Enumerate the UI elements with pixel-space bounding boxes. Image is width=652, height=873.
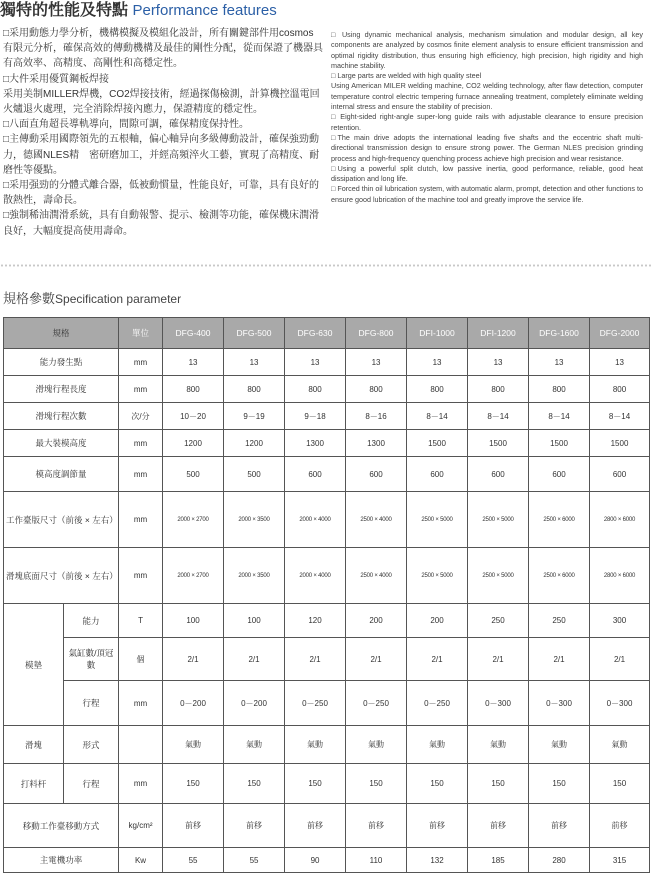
spec-row	[4, 492, 650, 548]
value-cell: 8－14	[529, 403, 590, 430]
value-cell: 150	[346, 764, 407, 804]
value-cell: 315	[590, 848, 650, 873]
feature-cn-7: □強制稀油潤滑系統，具有自動報警、提示、檢測等功能，確保機床潤滑良好，大幅度提高使用壽命。	[3, 210, 320, 237]
value-cell: 8－14	[468, 403, 529, 430]
spec-row	[4, 604, 650, 638]
value-cell: 氣動	[529, 726, 590, 764]
value-cell: 600	[346, 457, 407, 492]
unit-cell: mm	[119, 349, 163, 376]
spec-title	[3, 288, 181, 307]
value-cell: 2500 × 4000	[346, 492, 407, 548]
value-cell: 氣動	[163, 726, 224, 764]
row-label: 移動工作臺移動方式	[4, 804, 119, 848]
value-cell: 2500 × 5000	[407, 492, 468, 548]
value-cell: 2500 × 6000	[529, 492, 590, 548]
value-cell: 13	[224, 349, 285, 376]
value-cell: 前移	[407, 804, 468, 848]
value-cell: 250	[529, 604, 590, 638]
value-cell: 0－200	[224, 681, 285, 726]
row-label: 滑塊底面尺寸（前後 × 左右）	[4, 548, 119, 604]
value-cell: 150	[590, 764, 650, 804]
value-cell: 0－200	[163, 681, 224, 726]
value-cell: 800	[468, 376, 529, 403]
header-model: DFG-630	[285, 318, 346, 349]
unit-cell: mm	[119, 457, 163, 492]
value-cell: 2000 × 4000	[285, 492, 346, 548]
value-cell: 2800 × 6000	[590, 548, 650, 604]
value-cell: 氣動	[590, 726, 650, 764]
value-cell: 前移	[590, 804, 650, 848]
group-label-knockout: 打料杆	[4, 764, 64, 804]
features-en-column	[331, 30, 643, 205]
row-label: 最大裝模高度	[4, 430, 119, 457]
value-cell: 200	[346, 604, 407, 638]
value-cell: 2000 × 4000	[285, 548, 346, 604]
feature-cn-6: □采用强勁的分體式離合器，低被動慣量，性能良好，可靠，具有良好的散熱性，壽命長。	[3, 180, 320, 207]
row-label: 滑塊行程次數	[4, 403, 119, 430]
group-label-die-cushion: 模墊	[4, 604, 64, 726]
value-cell: 1300	[346, 430, 407, 457]
value-cell: 13	[407, 349, 468, 376]
features-cn-column	[3, 26, 323, 239]
value-cell: 2/1	[407, 638, 468, 681]
row-label: 能力發生點	[4, 349, 119, 376]
value-cell: 1500	[529, 430, 590, 457]
value-cell: 9－18	[285, 403, 346, 430]
value-cell: 800	[285, 376, 346, 403]
feature-en-5: □The main drive adopts the international leading five shafts and the eccentric shaft multi-directional transmission design to ensure strong power. The German NLES precision grinding process and high-frequency quenching process achieve high precision and wear resistance.	[331, 132, 643, 163]
value-cell: 13	[346, 349, 407, 376]
value-cell: 氣動	[224, 726, 285, 764]
value-cell: 2000 × 3500	[224, 492, 285, 548]
value-cell: 13	[285, 349, 346, 376]
value-cell: 2/1	[224, 638, 285, 681]
value-cell: 2000 × 2700	[163, 492, 224, 548]
unit-cell: mm	[119, 681, 163, 726]
value-cell: 2/1	[590, 638, 650, 681]
value-cell: 90	[285, 848, 346, 873]
value-cell: 2500 × 5000	[468, 548, 529, 604]
feature-cn-4: □八面直角超長導軌導向，間隙可調，確保精度保持性。	[3, 119, 250, 131]
spec-row	[4, 457, 650, 492]
value-cell: 氣動	[285, 726, 346, 764]
value-cell: 55	[163, 848, 224, 873]
value-cell: 800	[346, 376, 407, 403]
value-cell: 1500	[468, 430, 529, 457]
value-cell: 前移	[163, 804, 224, 848]
value-cell: 2500 × 5000	[407, 548, 468, 604]
spec-row	[4, 804, 650, 848]
title-en: Performance features	[132, 2, 277, 19]
value-cell: 185	[468, 848, 529, 873]
value-cell: 2500 × 6000	[529, 548, 590, 604]
unit-cell	[119, 726, 163, 764]
unit-cell: kg/cm²	[119, 804, 163, 848]
value-cell: 前移	[529, 804, 590, 848]
value-cell: 1500	[407, 430, 468, 457]
spec-row	[4, 548, 650, 604]
unit-cell: mm	[119, 492, 163, 548]
value-cell: 1200	[224, 430, 285, 457]
header-model: DFG-2000	[590, 318, 650, 349]
value-cell: 250	[468, 604, 529, 638]
value-cell: 0－300	[590, 681, 650, 726]
row-label: 行程	[64, 681, 119, 726]
value-cell: 8－14	[590, 403, 650, 430]
value-cell: 前移	[346, 804, 407, 848]
feature-en-7: □ Forced thin oil lubrication system, with automatic alarm, prompt, detection and other functions to ensure good lubrication of the machine tool and greatly improve the service life.	[331, 184, 643, 204]
spec-title-en: Specification parameter	[55, 292, 182, 306]
feature-cn-2: □大件采用優質鋼板焊接	[3, 73, 110, 85]
value-cell: 2/1	[468, 638, 529, 681]
value-cell: 500	[163, 457, 224, 492]
spec-row	[4, 638, 650, 681]
value-cell: 0－250	[285, 681, 346, 726]
value-cell: 100	[224, 604, 285, 638]
header-model: DFG-500	[224, 318, 285, 349]
value-cell: 600	[468, 457, 529, 492]
value-cell: 800	[529, 376, 590, 403]
spec-row	[4, 681, 650, 726]
value-cell: 0－250	[407, 681, 468, 726]
value-cell: 2/1	[163, 638, 224, 681]
spec-row	[4, 349, 650, 376]
value-cell: 13	[163, 349, 224, 376]
header-spec-label: 規格	[4, 318, 119, 349]
value-cell: 150	[529, 764, 590, 804]
row-label: 形式	[64, 726, 119, 764]
spec-row	[4, 430, 650, 457]
unit-cell: Kw	[119, 848, 163, 873]
unit-cell: mm	[119, 764, 163, 804]
dotted-divider	[0, 264, 652, 267]
value-cell: 13	[590, 349, 650, 376]
value-cell: 2/1	[346, 638, 407, 681]
spec-header-row	[4, 318, 650, 349]
value-cell: 2/1	[285, 638, 346, 681]
unit-cell: 次/分	[119, 403, 163, 430]
unit-cell: 個	[119, 638, 163, 681]
feature-cn-3: 采用美制MILLER焊機，CO2焊接技術，經過探傷檢測，計算機控溫電回火爐退火處理，完全消除焊接內應力，保證精度的穩定性。	[3, 88, 320, 116]
feature-en-3: Using American MILER welding machine, CO2 welding technology, after flaw detection, computer temperature control electric tempering furnace annealing treatment, completely eliminate welding internal stress and ensure the stability of precision.	[331, 81, 643, 112]
value-cell: 200	[407, 604, 468, 638]
unit-cell: mm	[119, 548, 163, 604]
value-cell: 280	[529, 848, 590, 873]
value-cell: 1300	[285, 430, 346, 457]
spec-table	[3, 317, 650, 873]
value-cell: 前移	[468, 804, 529, 848]
value-cell: 2000 × 2700	[163, 548, 224, 604]
spec-title-cn: 規格參數	[3, 291, 56, 306]
feature-en-6: □Using a powerful split clutch, low passive inertia, good performance, reliable, good heat dissipation and long life.	[331, 163, 643, 184]
value-cell: 0－250	[346, 681, 407, 726]
row-label: 滑塊行程長度	[4, 376, 119, 403]
value-cell: 800	[224, 376, 285, 403]
group-label-slide: 滑塊	[4, 726, 64, 764]
value-cell: 0－300	[468, 681, 529, 726]
value-cell: 500	[224, 457, 285, 492]
feature-cn-5: □主傳動采用國際領先的五根軸，偏心軸异向多級傳動設計，確保強勁動力，德國NLES精 密研磨加工，并經高頻淬火工藝，實現了高精度、耐磨性等優點。	[3, 134, 320, 176]
value-cell: 100	[163, 604, 224, 638]
value-cell: 2000 × 3500	[224, 548, 285, 604]
value-cell: 1200	[163, 430, 224, 457]
value-cell: 600	[407, 457, 468, 492]
spec-row	[4, 376, 650, 403]
header-unit: 單位	[119, 318, 163, 349]
value-cell: 8－16	[346, 403, 407, 430]
value-cell: 600	[529, 457, 590, 492]
value-cell: 150	[407, 764, 468, 804]
value-cell: 9－19	[224, 403, 285, 430]
header-model: DFG-1600	[529, 318, 590, 349]
value-cell: 150	[468, 764, 529, 804]
feature-en-1: □ Using dynamic mechanical analysis, mechanism simulation and modular design, all key components are analyzed by cosmos finite element analysis to ensure efficient transmission and optimal rigidity distribution, thus ensuring high efficiency, high precision, high rigidity and high machine stability.	[331, 30, 643, 70]
row-label: 能力	[64, 604, 119, 638]
header-model: DFI-1000	[407, 318, 468, 349]
unit-cell: T	[119, 604, 163, 638]
title-cn: 獨特的性能及特點	[0, 2, 129, 19]
value-cell: 8－14	[407, 403, 468, 430]
value-cell: 150	[163, 764, 224, 804]
header-model: DFG-800	[346, 318, 407, 349]
row-label: 工作臺版尺寸（前後 × 左右）	[4, 492, 119, 548]
row-label: 主電機功率	[4, 848, 119, 873]
value-cell: 前移	[224, 804, 285, 848]
value-cell: 800	[163, 376, 224, 403]
value-cell: 2500 × 5000	[468, 492, 529, 548]
value-cell: 55	[224, 848, 285, 873]
header-model: DFI-1200	[468, 318, 529, 349]
value-cell: 600	[285, 457, 346, 492]
value-cell: 2500 × 4000	[346, 548, 407, 604]
value-cell: 氣動	[346, 726, 407, 764]
unit-cell: mm	[119, 430, 163, 457]
row-label: 行程	[64, 764, 119, 804]
value-cell: 0－300	[529, 681, 590, 726]
feature-en-2: □ Large parts are welded with high quality steel	[331, 71, 482, 81]
unit-cell: mm	[119, 376, 163, 403]
row-label: 氣缸數/頂冠數	[64, 638, 119, 681]
value-cell: 600	[590, 457, 650, 492]
spec-row	[4, 726, 650, 764]
page-title	[0, 0, 277, 20]
feature-cn-1: □采用動態力學分析，機構模擬及模組化設計，所有關鍵部件用cosmos有限元分析，確保高效的傳動機構及最佳的剛性分配，從而保證了機器具有高效率、高精度、高剛性和高穩定性。	[3, 28, 323, 70]
value-cell: 132	[407, 848, 468, 873]
value-cell: 800	[590, 376, 650, 403]
value-cell: 150	[285, 764, 346, 804]
value-cell: 1500	[590, 430, 650, 457]
header-model: DFG-400	[163, 318, 224, 349]
value-cell: 300	[590, 604, 650, 638]
row-label: 模高度調節量	[4, 457, 119, 492]
spec-row	[4, 764, 650, 804]
value-cell: 10－20	[163, 403, 224, 430]
value-cell: 氣動	[468, 726, 529, 764]
value-cell: 2800 × 6000	[590, 492, 650, 548]
value-cell: 800	[407, 376, 468, 403]
value-cell: 13	[468, 349, 529, 376]
value-cell: 110	[346, 848, 407, 873]
value-cell: 前移	[285, 804, 346, 848]
spec-row	[4, 403, 650, 430]
value-cell: 氣動	[407, 726, 468, 764]
value-cell: 150	[224, 764, 285, 804]
value-cell: 2/1	[529, 638, 590, 681]
value-cell: 13	[529, 349, 590, 376]
feature-en-4: □ Eight-sided right-angle super-long guide rails with adjustable clearance to ensure precision retention.	[331, 112, 643, 132]
value-cell: 120	[285, 604, 346, 638]
